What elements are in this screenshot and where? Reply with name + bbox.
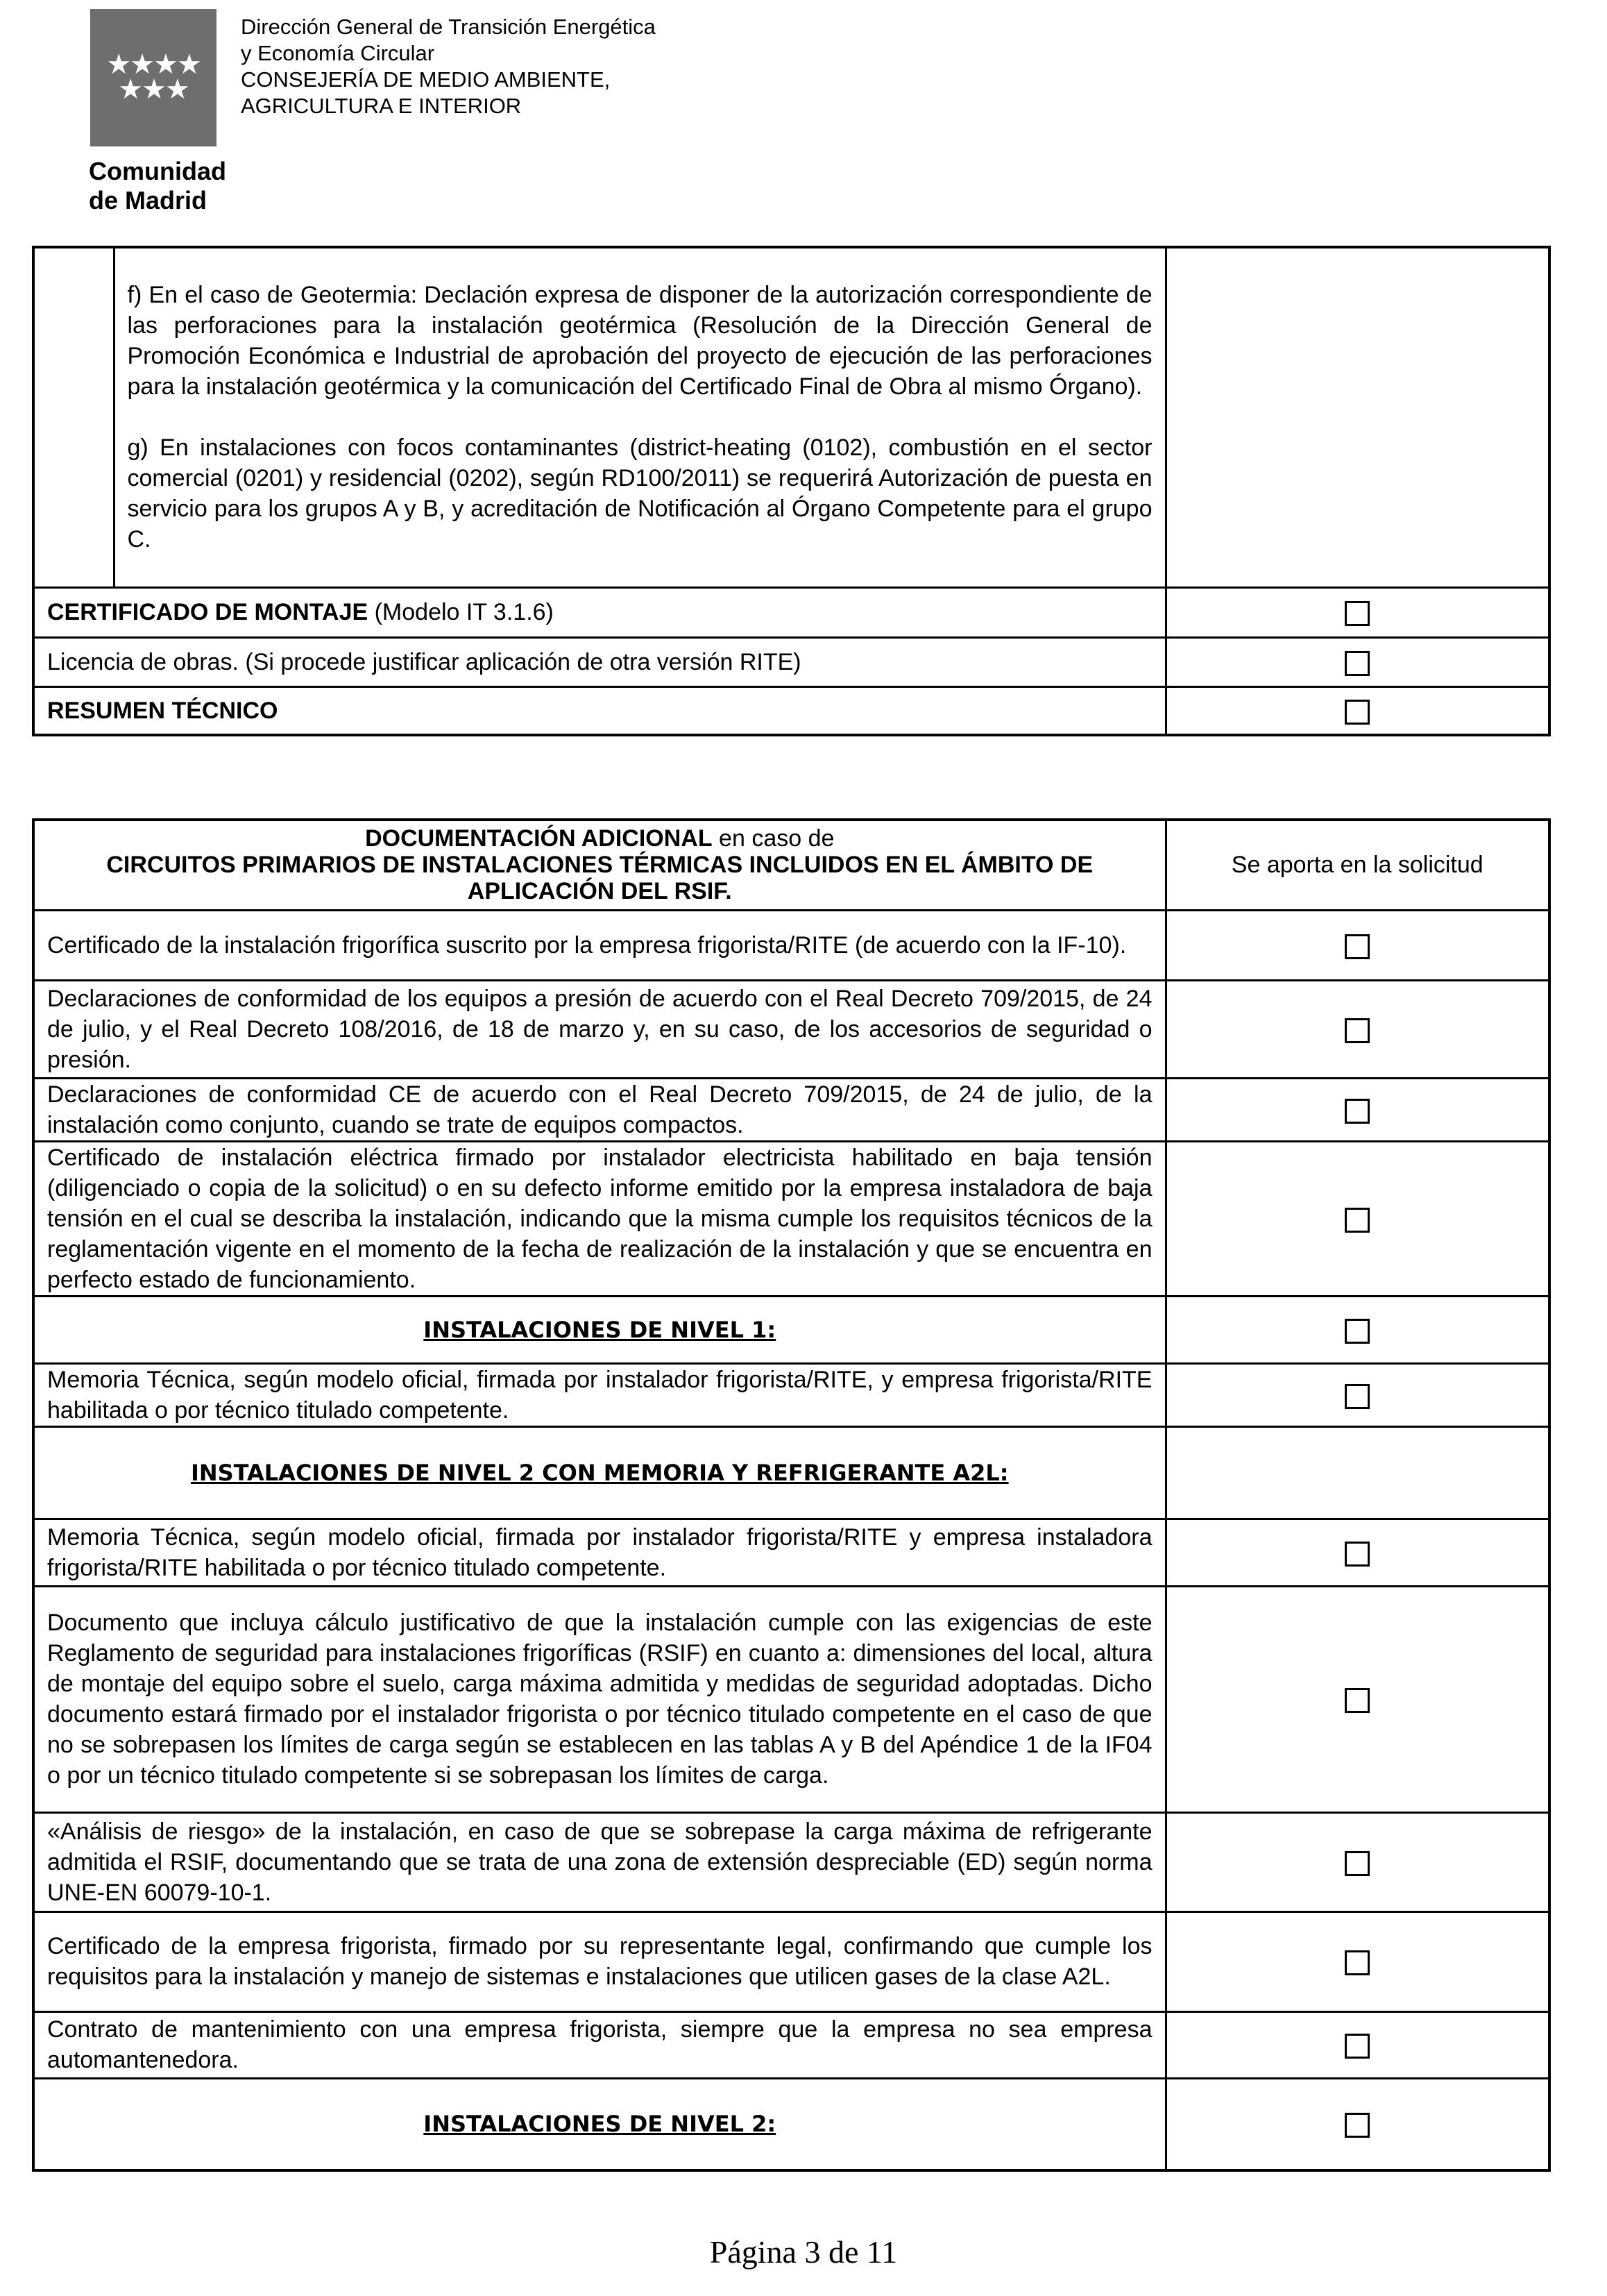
row-checkbox[interactable] — [1345, 934, 1370, 959]
table-header — [33, 820, 1166, 910]
header-title-suffix: en caso de — [712, 825, 835, 852]
row-checkbox[interactable] — [1345, 1950, 1370, 1975]
row-checkbox[interactable] — [1345, 2113, 1370, 2138]
logo-text-line: de Madrid — [89, 186, 207, 214]
comunidad-de-madrid-logo — [90, 9, 216, 146]
row-checkbox[interactable] — [1345, 1542, 1370, 1567]
row-text: Memoria Técnica, según modelo oficial, firmada por instalador frigorista/RITE y empresa instaladora frigorista/RITE habilitada o por técnico titulado competente. — [33, 1519, 1166, 1586]
column-header: Se aporta en la solicitud — [1166, 820, 1549, 910]
certificado-montaje-bold: CERTIFICADO DE MONTAJE — [47, 599, 368, 625]
row-checkbox[interactable] — [1345, 1099, 1370, 1124]
level-heading: INSTALACIONES DE NIVEL 2 CON MEMORIA Y REFRIGERANTE A2L: — [33, 1426, 1166, 1519]
licencia-obras-checkbox[interactable] — [1345, 651, 1370, 676]
indent-cell — [33, 247, 114, 587]
items-f-g-cell — [114, 247, 1166, 587]
row-text: «Análisis de riesgo» de la instalación, en caso de que se sobrepase la carga máxima de refrigerante admitida el RSIF, documentando que se trata de una zona de extensión despreciable (ED) según norma UNE-EN 60079-10-1. — [33, 1812, 1166, 1911]
page-number: Página 3 de 11 — [709, 2234, 898, 2270]
resumen-tecnico-checkbox[interactable] — [1345, 700, 1370, 725]
stars-icon: ★★★★ ★★★ — [106, 49, 201, 105]
empty-check-cell — [1166, 1426, 1549, 1519]
header-title: DOCUMENTACIÓN ADICIONAL — [365, 825, 713, 852]
resumen-tecnico-label: RESUMEN TÉCNICO — [33, 686, 1166, 735]
certificado-montaje-model: (Modelo IT 3.1.6) — [368, 599, 554, 625]
row-checkbox[interactable] — [1345, 1688, 1370, 1713]
organization-name — [241, 14, 656, 119]
row-checkbox[interactable] — [1345, 1851, 1370, 1876]
row-text: Declaraciones de conformidad de los equipos a presión de acuerdo con el Real Decreto 709/2015, de 24 de julio, y el Real Decreto 108/2016, de 18 de marzo y, en su caso, de los accesorios de seguridad o presión. — [33, 980, 1166, 1078]
row-checkbox[interactable] — [1345, 1018, 1370, 1043]
row-text: Certificado de instalación eléctrica firmado por instalador electricista habilitado en baja tensión (diligenciado o copia de la solicitud) o en su defecto informe emitido por la empresa instaladora de baja tensión en el cual se describa la instalación, indicando que la misma cumple los requisitos técnicos de la reglamentación vigente en el momento de la fecha de realización de la instalación y que se encuentra en perfecto estado de funcionamiento. — [33, 1141, 1166, 1296]
certificado-montaje-label — [33, 587, 1166, 637]
item-f: f) En el caso de Geotermia: Declación expresa de disponer de la autorización correspondiente de las perforaciones para la instalación geotérmica (Resolución de la Dirección General de Promoción Económica e Industrial de aprobación del proyecto de ejecución de las perforaciones para la instalación geotérmica y la comunicación del Certificado Final de Obra al mismo Órgano). — [127, 282, 1153, 400]
logo-text-line: Comunidad — [89, 157, 226, 185]
level-heading: INSTALACIONES DE NIVEL 1: — [33, 1296, 1166, 1363]
item-g: g) En instalaciones con focos contaminantes (district-heating (0102), combustión en el sector comercial (0201) y residencial (0202), según RD100/2011) se requerirá Autorización de puesta en servicio para los grupos A y B, y acreditación de Notificación al Órgano Competente para el grupo C. — [127, 434, 1153, 553]
row-text: Certificado de la empresa frigorista, firmado por su representante legal, confirmando que cumple los requisitos para la instalación y manejo de sistemas e instalaciones que utilicen gases de la clase A2L. — [33, 1911, 1166, 2011]
additional-documentation-table — [32, 818, 1551, 2172]
row-text: Contrato de mantenimiento con una empresa frigorista, siempre que la empresa no sea empresa automantenedora. — [33, 2011, 1166, 2078]
row-text: Certificado de la instalación frigorífica suscrito por la empresa frigorista/RITE (de acuerdo con la IF-10). — [33, 910, 1166, 980]
row-checkbox[interactable] — [1345, 2034, 1370, 2059]
row-checkbox[interactable] — [1345, 1319, 1370, 1344]
org-line: AGRICULTURA E INTERIOR — [241, 94, 522, 118]
row-text: Declaraciones de conformidad CE de acuerdo con el Real Decreto 709/2015, de 24 de julio, de la instalación como conjunto, cuando se trate de equipos compactos. — [33, 1078, 1166, 1141]
header-subtitle: CIRCUITOS PRIMARIOS DE INSTALACIONES TÉRMICAS INCLUIDOS EN EL ÁMBITO DE APLICACIÓN DEL RSIF. — [106, 852, 1094, 905]
empty-check-cell — [1166, 247, 1549, 587]
licencia-obras-label: Licencia de obras. (Si procede justificar aplicación de otra versión RITE) — [33, 637, 1166, 686]
org-line: CONSEJERÍA DE MEDIO AMBIENTE, — [241, 67, 611, 92]
row-text: Memoria Técnica, según modelo oficial, firmada por instalador frigorista/RITE, y empresa frigorista/RITE habilitada o por técnico titulado competente. — [33, 1363, 1166, 1426]
documentation-table — [32, 246, 1551, 736]
org-line: Dirección General de Transición Energética — [241, 15, 656, 39]
org-line: y Economía Circular — [241, 41, 435, 65]
level-heading: INSTALACIONES DE NIVEL 2: — [33, 2078, 1166, 2170]
row-checkbox[interactable] — [1345, 1384, 1370, 1409]
logo-text — [89, 157, 226, 215]
row-text: Documento que incluya cálculo justificativo de que la instalación cumple con las exigencias de este Reglamento de seguridad para instalaciones frigoríficas (RSIF) en cuanto a: dimensiones del local, altura de montaje del equipo sobre el suelo, carga máxima admitida y medidas de seguridad adoptadas. Dicho documento estará firmado por el instalador frigorista o por técnico titulado competente en el caso de que no se sobrepasen los límites de carga según se establecen en las tablas A y B del Apéndice 1 de la IF04 o por un técnico titulado competente si se sobrepasan los límites de carga. — [33, 1586, 1166, 1812]
certificado-montaje-checkbox[interactable] — [1345, 601, 1370, 626]
row-checkbox[interactable] — [1345, 1208, 1370, 1233]
